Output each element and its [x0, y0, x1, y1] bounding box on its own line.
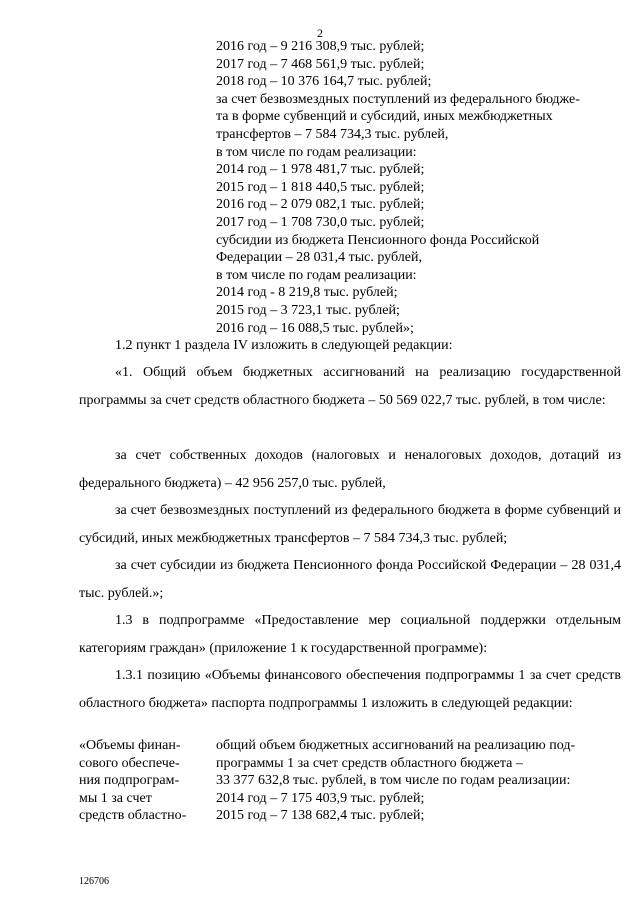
item-1-2: 1.2 пункт 1 раздела IV изложить в следующей редакции: [115, 338, 453, 353]
list-line: в том числе по годам реализации: [216, 267, 417, 283]
table-right-line: 33 377 632,8 тыс. рублей, в том числе по годам реализации: [216, 773, 571, 789]
funding-by-year-list [216, 38, 620, 337]
paragraph-pension-fund: за счет субсидии из бюджета Пенсионного фонда Российской Федерации – 28 031,4 тыс. рублей.»; [79, 558, 621, 601]
table-left-line: мы 1 за счет [79, 790, 152, 806]
table-right-line: 2014 год – 7 175 403,9 тыс. рублей; [216, 790, 425, 806]
list-line: 2018 год – 10 376 164,7 тыс. рублей; [216, 74, 432, 90]
list-line: за счет безвозмездных поступлений из федерального бюдже- [216, 91, 580, 107]
list-line: 2017 год – 7 468 561,9 тыс. рублей; [216, 56, 425, 72]
paragraph-total-allocation: «1. Общий объем бюджетных ассигнований на реализацию государственной программы за счет средств областного бюджета – 50 569 022,7 тыс. рублей, в том числе: [79, 365, 621, 408]
list-line: 2015 год – 3 723,1 тыс. рублей; [216, 302, 400, 318]
table-right-line: 2015 год – 7 138 682,4 тыс. рублей; [216, 808, 425, 824]
table-right-line: программы 1 за счет средств областного бюджета – [216, 755, 523, 771]
item-1-3: 1.3 в подпрограмме «Предоставление мер социальной поддержки отдельным категориям граждан» (приложение 1 к государственной программе): [79, 613, 621, 656]
list-line: 2014 год – 1 978 481,7 тыс. рублей; [216, 162, 425, 178]
list-line: 2014 год - 8 219,8 тыс. рублей; [216, 285, 398, 301]
list-line: 2017 год – 1 708 730,0 тыс. рублей; [216, 214, 425, 230]
list-line: Федерации – 28 031,4 тыс. рублей, [216, 250, 422, 266]
page-number: 2 [317, 26, 323, 40]
paragraph-federal-transfers: за счет безвозмездных поступлений из федерального бюджета в форме субвенций и субсидий, иных межбюджетных трансфертов – 7 584 734,3 тыс. рублей; [79, 503, 621, 546]
table-right-cell [216, 737, 621, 825]
list-line: 2016 год – 16 088,5 тыс. рублей»; [216, 320, 414, 336]
list-line: 2016 год – 2 079 082,1 тыс. рублей; [216, 197, 425, 213]
item-1-3-1: 1.3.1 позицию «Объемы финансового обеспечения подпрограммы 1 за счет средств областного бюджета» паспорта подпрограммы 1 изложить в следующей редакции: [79, 668, 621, 711]
list-line: 2016 год – 9 216 308,9 тыс. рублей; [216, 39, 425, 54]
list-line: субсидии из бюджета Пенсионного фонда Российской [216, 232, 540, 248]
table-right-line: общий объем бюджетных ассигнований на реализацию под- [216, 738, 576, 753]
document-code: 126706 [79, 876, 109, 887]
table-left-line: сового обеспече- [79, 755, 180, 771]
table-left-line: средств областно- [79, 808, 187, 824]
paragraph-own-revenues: за счет собственных доходов (налоговых и неналоговых доходов, дотаций из федерального бюджета) – 42 956 257,0 тыс. рублей, [79, 448, 621, 491]
list-line: в том числе по годам реализации: [216, 144, 417, 160]
table-left-line: «Объемы финан- [79, 738, 181, 753]
list-line: та в форме субвенций и субсидий, иных межбюджетных [216, 109, 553, 125]
list-line: 2015 год – 1 818 440,5 тыс. рублей; [216, 179, 425, 195]
table-left-cell [79, 737, 204, 825]
table-left-line: ния подпрограм- [79, 773, 180, 789]
list-line: трансфертов – 7 584 734,3 тыс. рублей, [216, 126, 449, 142]
